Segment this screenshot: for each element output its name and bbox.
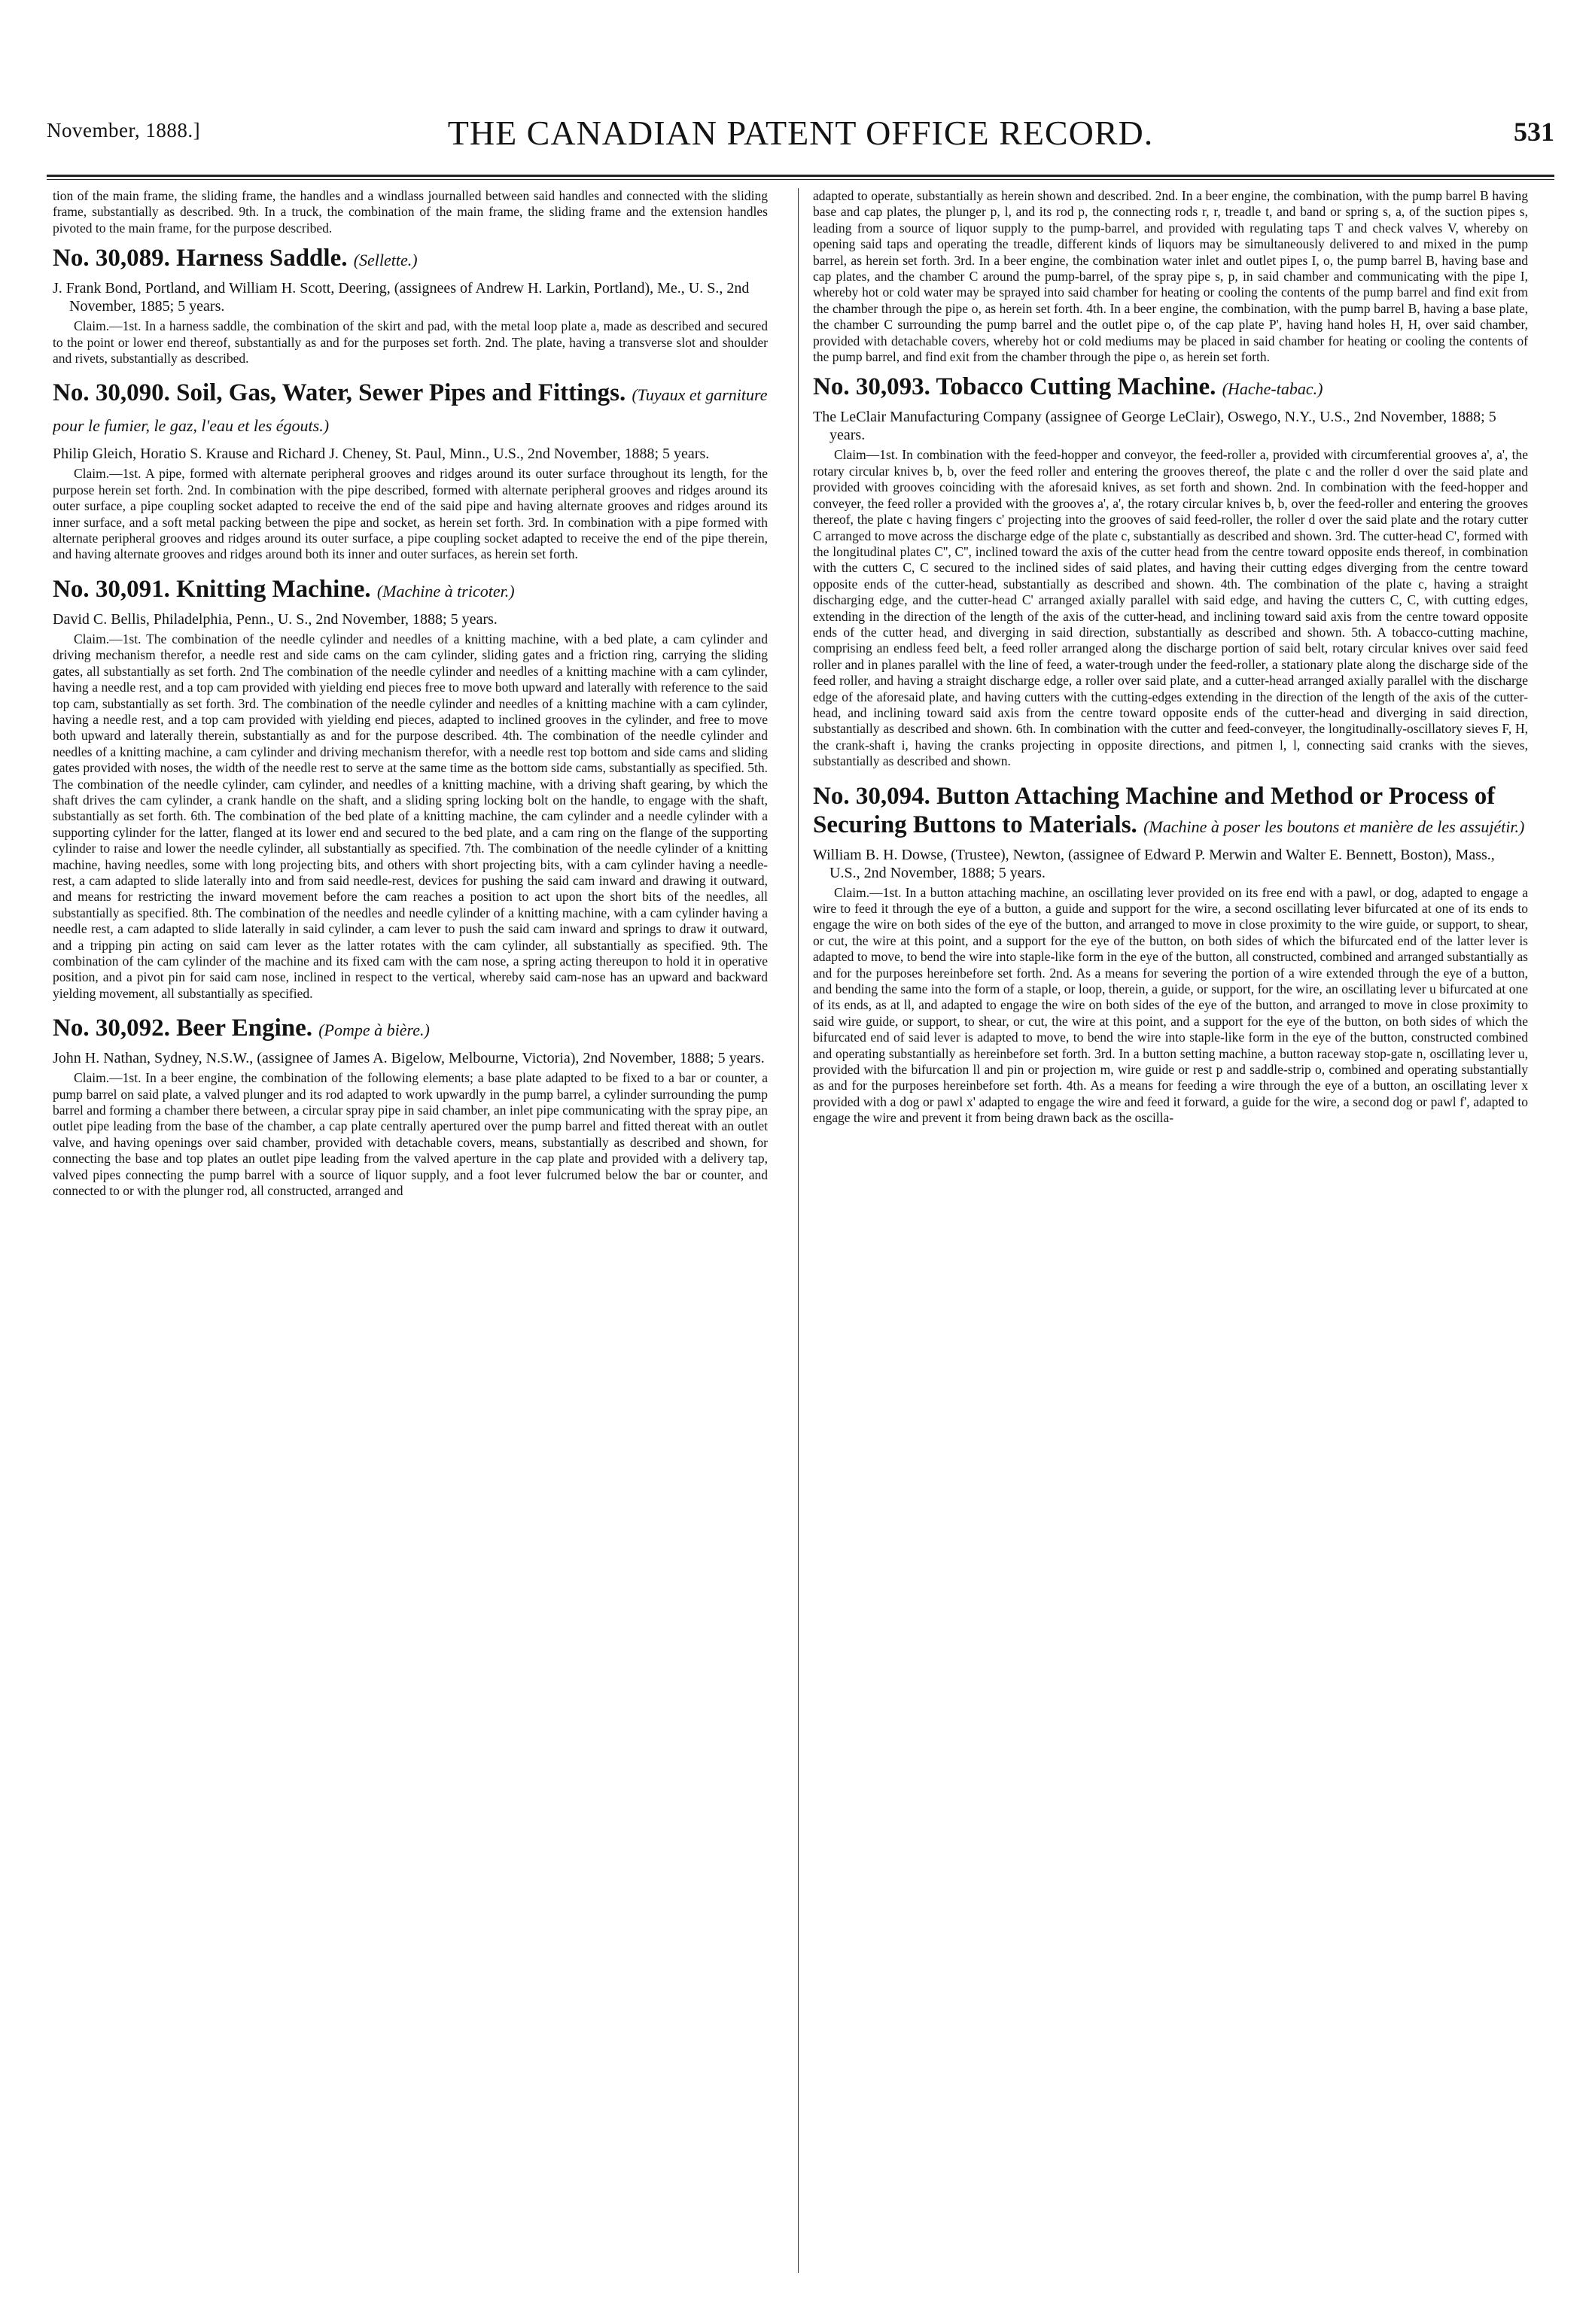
patent-number: No. 30,089.: [53, 245, 170, 272]
patent-name: Beer Engine.: [176, 1014, 312, 1042]
patent-number: No. 30,094.: [813, 782, 930, 810]
patent-number: No. 30,091.: [53, 575, 170, 603]
page-header: [47, 113, 1554, 166]
patent-title: [53, 575, 768, 606]
patent-french-name: (Tuyaux et garniture pour le fumier, le gaz, l'eau et les égouts.): [53, 385, 768, 436]
patent-name: Tobacco Cutting Machine.: [936, 373, 1216, 401]
patent-claim: Claim.—1st. In a button attaching machine, an oscillating lever provided on its free end with a pawl, or dog, adapted to engage a wire to feed it through the eye of a button, a guide and support for the wire, a second oscillating lever bifurcated at one of its ends to engage the wire on both sides of the eye of the button, and arranged to move in close proximity to the wire guide, or support, to shear, or cut, the wire at this point, and a support for the eye of the button, on both sides of which the bifurcated end of the latter lever is adapted to move, to bend the wire into staple-like form in the eye of the button, all constructed, combined and arranged substantially as and for the purposes hereinbefore set forth. 2nd. As a means for severing the portion of a wire extended through the eye of a button, and bending the same into the form of a staple, or loop, therein, a guide, or support, for the wire, an oscillating lever u bifurcated at one of its ends, as at ll, and adapted to engage the wire on both sides of the eye of the button, and arranged to move in close proximity to said wire guide, or support, to shear, or cut, the wire at this point, and a support for the eye of the button, on both sides of which the bifurcated end of said lever is adapted to move, to bend the wire into staple-like form in the eye of the button, constructed combined and operating substantially as hereinbefore set forth. 3rd. In a button setting machine, a button raceway stop-gate n, oscillating lever u, provided with the bifurcation ll and pin or projection m, wire guide or rest p and saddle-strip o, combined and operating substantially as and for the purposes hereinbefore set forth. 4th. As a means for feeding a wire through the eye of a button, an oscillating lever x provided with a dog or pawl x' adapted to engage the wire and feed it forward, a guide for the wire, a second dog or pawl f', adapted to engage the wire and prevent it from being drawn back as the oscilla-: [813, 884, 1528, 1126]
patent-entry-30090: [53, 379, 768, 562]
patent-assignee: The LeClair Manufacturing Company (assignee of George LeClair), Oswego, N.Y., U.S., 2nd November, 1888; 5 years.: [813, 409, 1496, 444]
patent-entry-30093: [813, 373, 1528, 769]
patent-claim: Claim.—1st. A pipe, formed with alternate peripheral grooves and ridges around its outer surface throughout its length, for the purpose herein set forth. 2nd. In combination with the pipe described, formed with alternate peripheral grooves and ridges around its outer surface, a pipe coupling socket adapted to receive the end of the said pipe and having alternate grooves and ridges around its inner surface, and a soft metal packing between the pipe and socket, as herein set forth. 3rd. In combination with a pipe formed with alternate peripheral grooves and ridges around its outer surface, a pipe coupling socket adapted to receive the end of the pipe therein, and having alternate grooves and ridges around both its inner and outer surfaces, as herein set forth.: [53, 466, 768, 562]
patent-number: No. 30,093.: [813, 373, 930, 401]
patent-claim: Claim.—1st. In a harness saddle, the combination of the skirt and pad, with the metal loop plate a, made as described and secured to the point or lower end thereof, substantially as and for the purposes set forth. 2nd. The plate, having a transverse slot and shoulder and rivets, substantially as described.: [53, 318, 768, 367]
patent-title: [813, 373, 1528, 403]
patent-name: Knitting Machine.: [176, 575, 371, 603]
left-column: [53, 188, 768, 2273]
patent-number: No. 30,090.: [53, 379, 170, 407]
issue-date: November, 1888.]: [47, 119, 201, 141]
patent-entry-30092: [53, 1014, 768, 1199]
column-divider: [798, 188, 799, 2273]
page-number: 531: [1514, 117, 1554, 147]
patent-entry-30089: [53, 244, 768, 367]
patent-name: Harness Saddle.: [176, 245, 348, 272]
patent-claim: Claim—1st. In combination with the feed-hopper and conveyor, the feed-roller a, provided with circumferential grooves a', a', the rotary circular knives b, b, over the feed roller and entering the grooves thereof, the plate c and the roller d over the said plate and provided with grooves coinciding with the aforesaid knives, as set forth and shown. 2nd. In combination with the feed-hopper and conveyer, the feed roller a provided with the grooves a', a', the rotary circular knives b, b, over the feed-roller and entering the grooves thereof, the plate c having fingers c' projecting into the grooves of said feed-roller, the roller d over the said plate and the rotary cutter C arranged to move across the discharge edge of the plate c, substantially as described and shown. 3rd. The cutter-head C', formed with the longitudinal plates C'', C'', inclined toward the axis of the cutter head from the centre toward opposite ends thereof, in combination with the cutters C, C secured to the inclined sides of said plates, and having their cutting edges diverging from the centre toward opposite ends of the cutter-head, substantially as described and shown. 4th. The combination of the plate c, having a straight discharging edge, and the cutter-head C' arranged axially parallel with said edge, and having the cutters C, C, with cutting edges, extending in the direction of the length of the axis of the cutter-head, and inclining toward said axis from the centre toward opposite ends of the cutter head, and diverging in said direction, substantially as described and shown. 5th. A tobacco-cutting machine, comprising an endless feed belt, a feed roller arranged along the discharge portion of said belt, rotary circular knives over said feed roller and in planes parallel with the line of feed, a water-trough under the feed-roller, a stationary plate along the discharge side of the feed roller, and having a straight discharge edge, a roller over said plate, and a cutter-head arranged axially parallel with the discharge edge of the aforesaid plate, and having cutters with the cutting-edges extending in the direction of the length of the axis of the cutter-head, and inclining toward said axis from the centre toward opposite ends of the cutter-head and diverging in said direction, substantially as described and shown. 6th. In combination with the cutter and feed-conveyer, the longitudinally-oscillatory sieves F, H, the crank-shaft i, having the cranks projecting in opposite directions, and pitmen l, l, connecting said cranks with the sieves, substantially as described and shown.: [813, 447, 1528, 769]
patent-title: [53, 244, 768, 275]
patent-claim: Claim.—1st. In a beer engine, the combination of the following elements; a base plate adapted to be fixed to a bar or counter, a pump barrel on said plate, a valved plunger and its rod adapted to work upwardly in the pump barrel, a cylinder surrounding the pump barrel and forming a chamber there between, a circular spray pipe in said chamber, an inlet pipe communicating with the spray pipe, an outlet pipe leading from the base of the chamber, a cap plate centrally apertured over the pump barrel and fitted thereat with an outlet valve, and having openings over said chamber, provided with detachable covers, means, substantially as described and shown, for connecting the base and top plates an outlet pipe leading from the valved aperture in the cap plate and provided with a delivery tap, valved pipes connecting the pump barrel with a source of liquor supply, and a foot lever fulcrumed below the bar or counter, and connected to or with the plunger rod, all constructed, arranged and: [53, 1070, 768, 1199]
right-column: [813, 188, 1528, 2273]
patent-french-name: (Machine à poser les boutons et manière de les assujétir.): [1143, 817, 1525, 836]
patent-assignee: William B. H. Dowse, (Trustee), Newton, (assignee of Edward P. Merwin and Walter E. Bennett, Boston), Mass., U.S., 2nd November, 1888; 5 years.: [813, 846, 1495, 881]
patent-assignee: J. Frank Bond, Portland, and William H. Scott, Deering, (assignees of Andrew H. Larkin, Portland), Me., U. S., 2nd November, 1885; 5 years.: [53, 280, 750, 315]
patent-french-name: (Machine à tricoter.): [376, 581, 515, 601]
patent-assignee: David C. Bellis, Philadelphia, Penn., U. S., 2nd November, 1888; 5 years.: [53, 610, 498, 628]
patent-assignee: John H. Nathan, Sydney, N.S.W., (assignee of James A. Bigelow, Melbourne, Victoria), 2nd November, 1888; 5 years.: [53, 1050, 765, 1067]
journal-title: THE CANADIAN PATENT OFFICE RECORD.: [447, 114, 1154, 152]
patent-name: Soil, Gas, Water, Sewer Pipes and Fittings.: [176, 379, 626, 407]
patent-name: Button Attaching Machine and Method or Process of Securing Buttons to Materials.: [813, 782, 1496, 838]
header-rule: [47, 175, 1554, 177]
patent-number: No. 30,092.: [53, 1014, 170, 1042]
patent-assignee: Philip Gleich, Horatio S. Krause and Richard J. Cheney, St. Paul, Minn., U.S., 2nd November, 1888; 5 years.: [53, 446, 710, 463]
patent-french-name: (Pompe à bière.): [318, 1021, 430, 1040]
patent-title: [53, 1014, 768, 1045]
patent-title: [813, 782, 1528, 841]
continued-text: adapted to operate, substantially as herein shown and described. 2nd. In a beer engine, the combination, with the pump barrel B having base and cap plates, the plunger p, l, and its rod p, the connecting rods r, r, treadle t, and band or spring s, a, of the suction pipes s, leading from a source of liquor supply to the pump-barrel, and provided with regulating taps T and check valves V, whereby on opening said taps and operating the treadle, different kinds of liquors may be simultaneously delivered to and mixed in the pump barrel, as herein set forth. 3rd. In a beer engine, the combination water inlet and outlet pipes I, o, the pump barrel B, having base and cap plates, and the chamber C around the pump-barrel, of the spray pipe s, p, in said chamber and communicating with the pipe I, whereby hot or cold water may be sprayed into said chamber for heating or cooling the contents of the pump barrel and find exit from the chamber through the pipe o, as herein set forth. 4th. In a beer engine, the combination, with the pump barrel B, having a base plate, the chamber C surrounding the pump barrel and the outlet pipe o, of the cap plate P', having hand holes H, H, over said chamber, provided with detachable covers, whereby hot or cold mediums may be placed in said chamber for heating or cooling the contents of the pump barrel, and find exit from the chamber through the pipe o, as herein set forth.: [813, 188, 1528, 365]
patent-french-name: (Hache-tabac.): [1222, 379, 1323, 399]
patent-claim: Claim.—1st. The combination of the needle cylinder and needles of a knitting machine, with a bed plate, a cam cylinder and driving mechanism therefor, a needle rest and side cams on the cam cylinder, sliding gates and a friction ring, carrying the sliding gates, all substantially as set forth. 2nd The combination of the needle cylinder and needles of a knitting machine with a cam cylinder, having a needle rest, and a top cam provided with yielding end pieces free to move both upward and laterally with reference to the said top cam, substantially as set forth. 3rd. The combination of the needle cylinder and needles of a knitting machine with a cam cylinder, having a needle rest, and a top cam provided with yielding end pieces, adapted to inclined grooves in the cylinder, and free to move both upward and laterally therein, substantially as and for the purpose described. 4th. The combination of the needle cylinder and needles of a knitting machine, a cam cylinder and driving mechanism therefor, with a needle rest top bottom and side cams and sliding gates provided with noses, the width of the needle rest to serve at the same time as the bottom side cams, substantially as specified. 5th. The combination of the needle cylinder, cam cylinder, and needles of a knitting machine, with a driving shaft gearing, by which the shaft drives the cam cylinder, a crank handle on the shaft, and a sliding spring locking bolt on the handle, to engage with the shaft, substantially as set forth. 6th. The combination of the bed plate of a knitting machine, the cam cylinder and a needle cylinder with a supporting cylinder for the latter, flanged at its lower end and secured to the bed plate, and a cam ring on the flange of the supporting cylinder to raise and lower the needle cylinder, all substantially as specified. 7th. The combination of the needle cylinder of a knitting machine, having needles, some with long projecting bits, and others with short projecting bits, with a cam cylinder having a needle-rest, a cam adapted to slide laterally into and from said needle-rest, devices for pushing the said cam inward and drawing it outward, and means for restricting the inward movement before the cam reaches a position to act upon the short bits of the needles, all substantially as specified. 8th. The combination of the needles and needle cylinder of a knitting machine, with a cam cylinder having a needle rest, a cam adapted to slide laterally in said cylinder, a cam lever to push the said cam inward and springs to draw it outward, and a tripping pin acting on said cam lever as the latter rotates with the cam cylinder, all substantially as specified. 9th. The combination of the cam cylinder of the machine and its fixed cam with the cam nose, a spring acting thereupon to hold it in operative position, and a pivot pin for said cam nose, inclined in respect to the vertical, whereby said cam-nose has an upward and backward yielding movement, all substantially as specified.: [53, 631, 768, 1001]
continued-text: tion of the main frame, the sliding frame, the handles and a windlass journalled between said handles and connected with the sliding frame, substantially as described. 9th. In a truck, the combination of the main frame, the sliding frame and the extension handles pivoted to the main frame, for the purpose described.: [53, 188, 768, 236]
patent-entry-30091: [53, 575, 768, 1002]
patent-entry-30094: [813, 782, 1528, 1127]
patent-title: [53, 379, 768, 440]
header-rule-thin: [47, 179, 1554, 180]
patent-french-name: (Sellette.): [353, 251, 418, 270]
